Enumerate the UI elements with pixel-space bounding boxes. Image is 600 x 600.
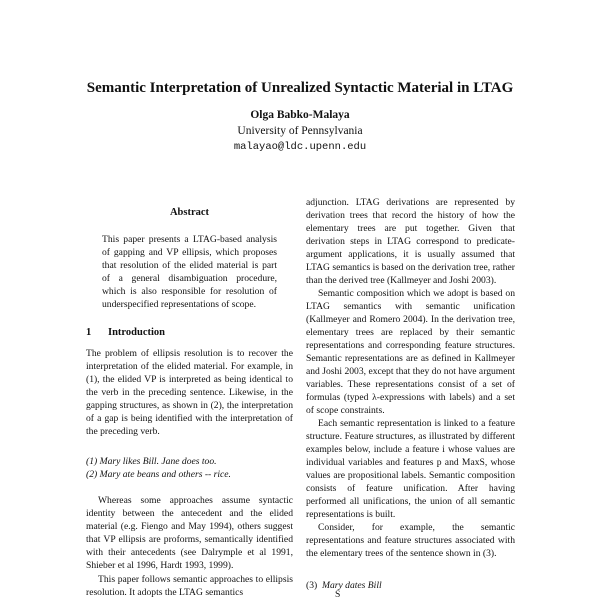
author-name: Olga Babko-Malaya [250, 109, 350, 121]
intro-paragraph-3: This paper follows semantic approaches to ellipsis resolution. It adopts the LTAG semantics [86, 574, 293, 598]
right-column [306, 196, 515, 560]
example-3 [306, 579, 382, 592]
section-heading-introduction [86, 327, 165, 338]
intro-paragraph-2: Whereas some approaches assume syntactic identity between the antecedent and the elided material (e.g. Fiengo and May 1994), others suggest that VP ellipsis are proforms, semantically identified with their antecedents (see Dalrymple et al 1991, Shieber et al 1996, Hardt 1993, 1999). [86, 495, 293, 571]
example-3-number: (3) [306, 580, 318, 591]
example-3-text: Mary dates Bill [321, 580, 382, 591]
abstract-body: This paper presents a LTAG-based analysis of gapping and VP ellipsis, which proposes that resolution of the elided material is part of a general disambiguation procedure, which is also responsible for resolution of underspecified representations of scope. [102, 234, 277, 310]
right-paragraph-2: Semantic composition which we adopt is based on LTAG semantics with semantic unification (Kallmeyer and Romero 2004). In the derivation tree, elementary trees are replaced by their semantic representations and corresponding feature structures. Semantic representations are as defined in Kallmeyer and Joshi 2003, except that they do not have argument variables. These representations consist of a set of formulas (typed λ-expressions with labels) and a set of scope constraints. [306, 288, 515, 416]
right-paragraph-1: adjunction. LTAG derivations are represented by derivation trees that record the history of how the elementary trees are put together. Given that derivation steps in LTAG correspond to predicate-argument applications, it is usually assumed that LTAG semantics is based on the derivation tree, rather than the derived tree (Kallmeyer and Joshi 2003). [306, 197, 515, 286]
section-number: 1 [86, 327, 92, 338]
examples-block [86, 455, 293, 481]
tree-root-label: S [335, 589, 341, 600]
intro-paragraph-1: The problem of ellipsis resolution is to recover the interpretation of the elided material. For example, in (1), the elided VP is interpreted as being identical to the verb in the preceding sentence. Likewise, in the gapping structures, as shown in (2), the interpretation of a gap is being identified with the interpretation of the preceding verb. [86, 348, 293, 437]
right-paragraph-4: Consider, for example, the semantic representations and feature structures associated with the elementary trees of the sentence shown in (3). [306, 522, 515, 559]
example-2: (2) Mary ate beans and others -- rice. [86, 469, 231, 480]
author-affiliation: University of Pennsylvania [237, 125, 363, 137]
author-email: malayao@ldc.upenn.edu [233, 141, 367, 153]
section-title: Introduction [108, 327, 165, 338]
example-1: (1) Mary likes Bill. Jane does too. [86, 456, 217, 467]
abstract-heading: Abstract [169, 207, 210, 218]
right-paragraph-3: Each semantic representation is linked to a feature structure. Feature structures, as illustrated by different examples below, include a feature i whose values are individual variables and features p and MaxS, whose values are propositional labels. Semantic composition consists of feature unification. After having performed all unifications, the union of all semantic representations is built. [306, 418, 515, 520]
paper-title: Semantic Interpretation of Unrealized Syntactic Material in LTAG [86, 80, 514, 96]
